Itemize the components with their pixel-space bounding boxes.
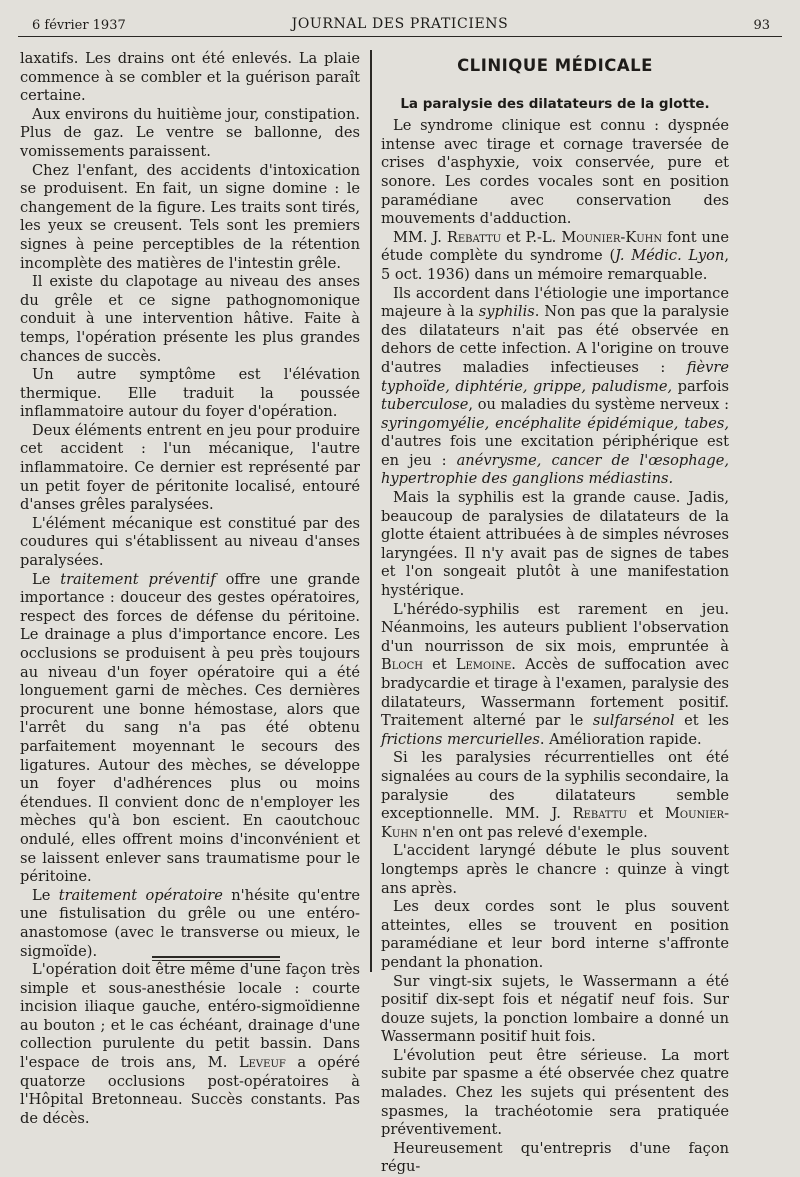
paragraph: Aux environs du huitième jour, constipation. Plus de gaz. Le ventre se ballonne, des vomissements paraissent.: [20, 105, 360, 160]
left-column: [20, 50, 360, 1128]
paragraph: L'hérédo-syphilis est rarement en jeu. Néanmoins, les auteurs publient l'observation d'un nourrisson de six mois, empruntée à Bloch et Lemoine. Accès de suffocation avec bradycardie et tirage à l'examen, paralysie des dilatateurs, Wassermann fortement positif. Traitement alterné par le sulfarsénol et les frictions mercurielles. Amélioration rapide.: [381, 600, 730, 748]
emphasis: traitement préventif: [60, 570, 216, 588]
page-header: [18, 14, 782, 37]
emphasis: fièvre typhoïde, diphtérie, grippe, paludisme,: [381, 358, 729, 395]
emphasis: frictions mercurielles: [381, 730, 540, 748]
author-name: Bloch: [381, 656, 423, 674]
author-name: Mounier-Kuhn: [561, 228, 663, 246]
right-column: [381, 50, 729, 1177]
paragraph: Chez l'enfant, des accidents d'intoxication se produisent. En fait, un signe domine : le changement de la figure. Les traits sont tirés, les yeux se creusent. Tels sont les premiers signes à peine perceptibles de la rétention incomplète des matières de l'intestin grêle.: [20, 161, 360, 272]
paragraph: Les deux cordes sont le plus souvent atteintes, elles se trouvent en position paramédiane et leur bord interne s'affronte pendant la phonation.: [381, 898, 729, 971]
journal-reference: J. Médic. Lyon: [615, 247, 725, 265]
paragraph: Un autre symptôme est l'élévation thermique. Elle traduit la poussée inflammatoire autour du foyer d'opération.: [20, 366, 360, 421]
paragraph: Le traitement préventif offre une grande importance : douceur des gestes opératoires, respect des forces de défense du péritoine. Le drainage a plus d'importance encore. Les occlusions se produisent à peu près toujours au niveau d'un foyer opératoire qui a été longuement garni de mèches. Ces dernières procurent une bonne hémostase, alors que l'arrêt du sang n'a pas été obtenu parfaitement moyennant le secours des ligatures. Autour des mèches, se développe un foyer d'adhérences plus ou moins étendues. Il convient donc de n'employer les mèches qu'à bon escient. En caoutchouc ondulé, elles offrent moins d'inconvénient et se laissent enlever sans traumatisme pour le péritoine.: [20, 570, 360, 886]
emphasis: syringomyélie, encéphalite épidémique, tabes,: [381, 414, 729, 432]
issue-date: 6 février 1937: [32, 18, 126, 33]
paragraph: L'évolution peut être sérieuse. La mort subite par spasme a été observée chez quatre malades. Chez les sujets qui présentent des spasmes, la trachéotomie sera pratiquée préventivement.: [381, 1046, 729, 1139]
article-title: La paralysie des dilatateurs de la glotte.: [400, 95, 710, 112]
author-name: Mounier-Kuhn: [381, 805, 729, 841]
column-divider: [370, 50, 372, 972]
paragraph: L'élément mécanique est constitué par des coudures qui s'établissent au niveau d'anses paralysées.: [20, 514, 360, 570]
author-name: Lemoine: [455, 656, 512, 674]
emphasis: syphilis: [478, 303, 535, 321]
author-name: Rebattu: [572, 805, 627, 823]
paragraph: L'accident laryngé débute le plus souvent longtemps après le chancre : quinze à vingt ans après.: [381, 842, 729, 897]
paragraph: Le syndrome clinique est connu : dyspnée intense avec tirage et cornage traversée de crises d'asphyxie, voix conservée, pure et sonore. Les cordes vocales sont en position paramédiane avec conservation des mouvements d'adduction.: [381, 117, 729, 228]
author-name: Leveuf: [238, 1054, 286, 1072]
section-heading: CLINIQUE MÉDICALE: [457, 56, 653, 75]
paragraph: laxatifs. Les drains ont été enlevés. La plaie commence à se combler et la guérison paraît certaine.: [20, 50, 360, 105]
paragraph: Deux éléments entrent en jeu pour produire cet accident : l'un mécanique, l'autre inflammatoire. Ce dernier est représenté par un petit foyer de péritonite localisé, entouré d'anses grêles paralysées.: [20, 421, 360, 514]
emphasis: tuberculose: [381, 396, 469, 414]
paragraph: Il existe du clapotage au niveau des anses du grêle et ce signe pathognomonique conduit à une intervention hâtive. Faite à temps, l'opération présente les plus grandes chances de succès.: [20, 273, 360, 365]
paragraph: Heureusement qu'entrepris d'une façon régu-: [381, 1139, 729, 1176]
paragraph: Ils accordent dans l'étiologie une importance majeure à la syphilis. Non pas que la paralysie des dilatateurs n'ait pas été observée en dehors de cette infection. A l'origine on trouve d'autres maladies infectieuses : fièvre typhoïde, diphtérie, grippe, paludisme, parfois tuberculose, ou maladies du système nerveux : syringomyélie, encéphalite épidémique, tabes, d'autres fois une excitation périphérique est en jeu : anévrysme, cancer de l'œsophage, hypertrophie des ganglions médiastins.: [381, 284, 729, 488]
paragraph: Mais la syphilis est la grande cause. Jadis, beaucoup de paralysies de dilatateurs de la glotte étaient attribuées à de simples névroses laryngées. Il n'y avait pas de signes de tabes et l'on songeait plutôt à une manifestation hystérique.: [381, 489, 729, 600]
paragraph: L'opération doit être même d'une façon très simple et sous-anesthésie locale : courte incision iliaque gauche, entéro-sigmoïdienne au bouton ; et le cas échéant, drainage d'une collection purulente du petit bassin. Dans l'espace de trois ans, M. Leveuf a opéré quatorze occlusions post-opératoires à l'Hôpital Bretonneau. Succès constants. Pas de décès.: [20, 961, 360, 1127]
paragraph: Si les paralysies récurrentielles ont été signalées au cours de la syphilis secondaire, la paralysie des dilatateurs semble exceptionnelle. MM. J. Rebattu et Mounier-Kuhn n'en ont pas relevé d'exemple.: [381, 749, 729, 841]
journal-title: JOURNAL DES PRATICIENS: [291, 16, 509, 32]
paragraph: MM. J. Rebattu et P.-L. Mounier-Kuhn font une étude complète du syndrome (J. Médic. Lyon, 5 oct. 1936) dans un mémoire remarquable.: [381, 228, 730, 283]
author-name: Rebattu: [446, 228, 502, 246]
paragraph: Le traitement opératoire n'hésite qu'entre une fistulisation du grêle ou une entéro-anastomose (avec le transverse ou mieux, le sigmoïde).: [20, 886, 360, 960]
end-of-article-rule: [152, 956, 280, 963]
paragraph: Sur vingt-six sujets, le Wassermann a été positif dix-sept fois et négatif neuf fois. Sur douze sujets, la ponction lombaire a donné un Wassermann positif huit fois.: [381, 972, 729, 1046]
emphasis: traitement opératoire: [58, 886, 223, 904]
emphasis: anévrysme, cancer de l'œsophage, hypertrophie des ganglions médiastins.: [381, 451, 729, 488]
emphasis: sulfarsénol: [592, 712, 675, 730]
page-number: 93: [753, 18, 770, 33]
